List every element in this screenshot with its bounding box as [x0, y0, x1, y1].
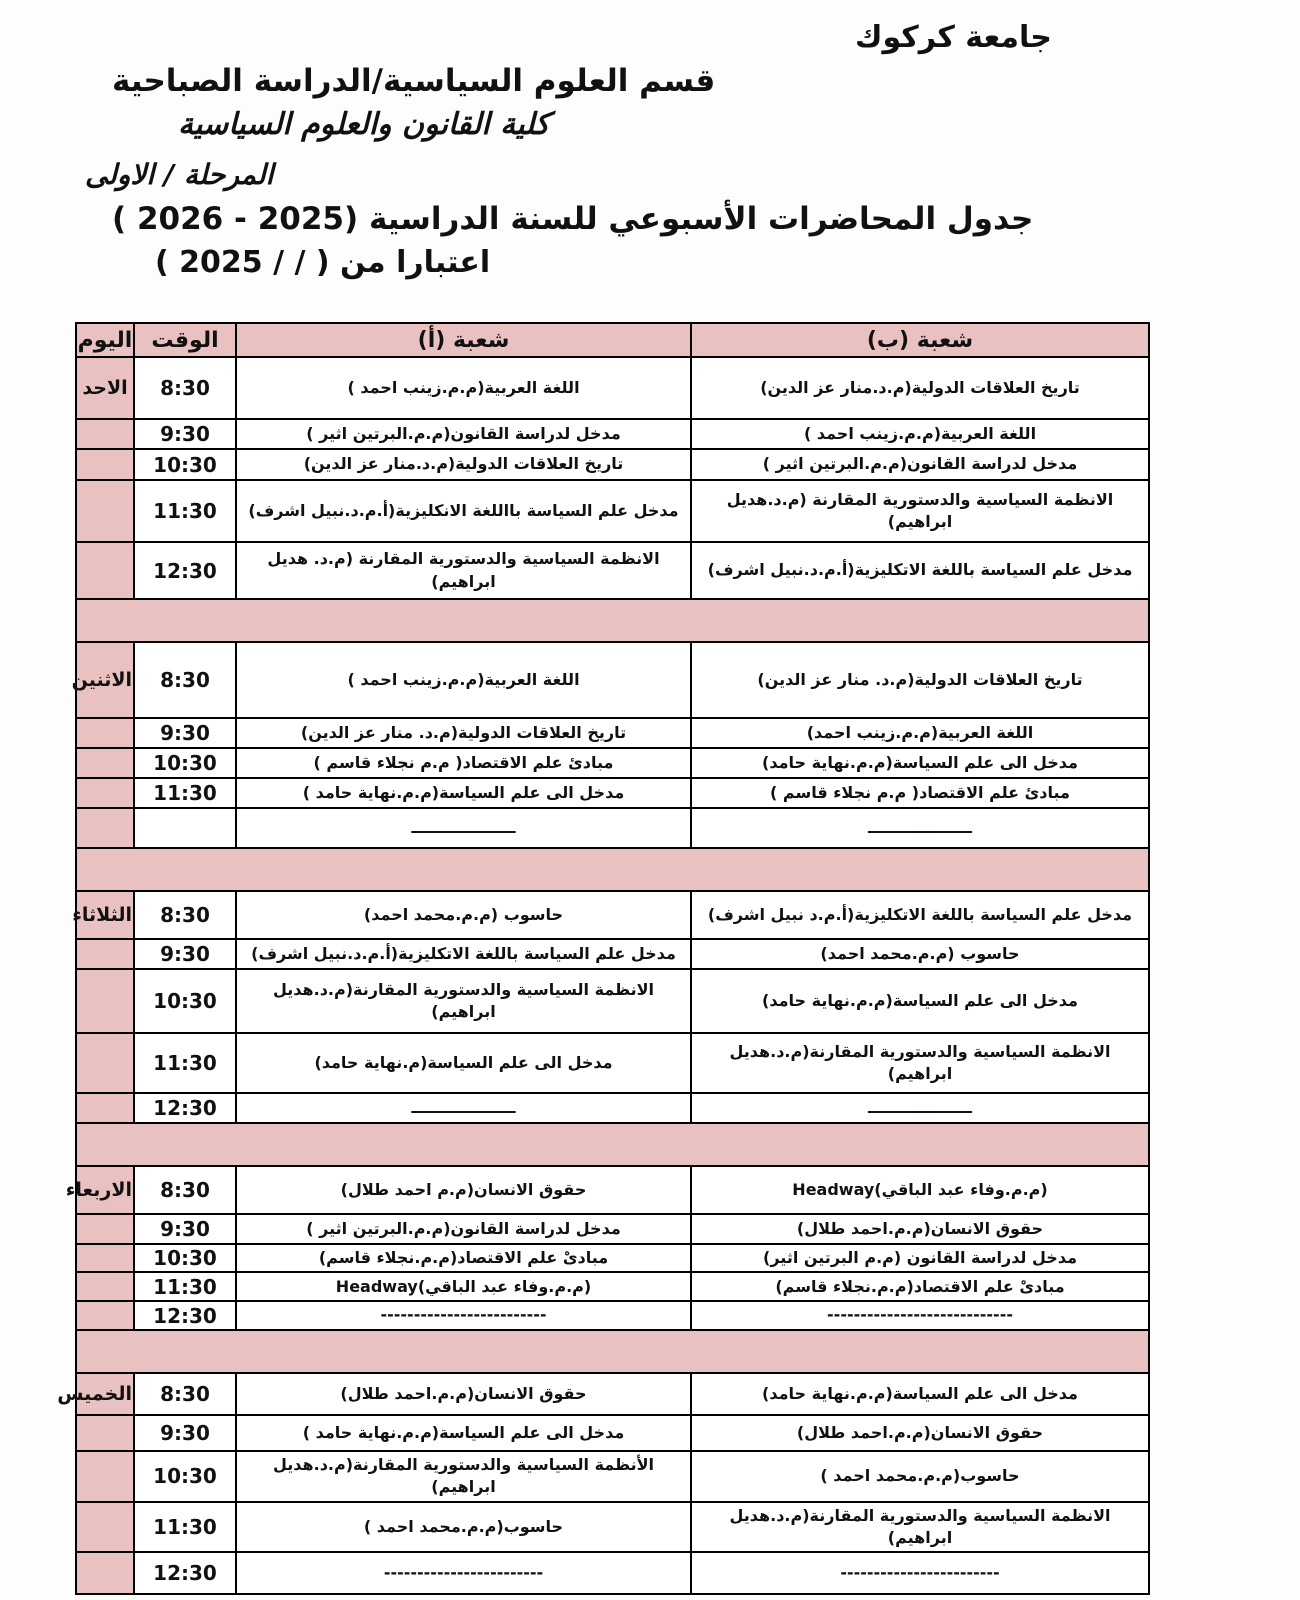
- day-cell-empty: [76, 1244, 134, 1272]
- table-row: [76, 1244, 1149, 1272]
- section-a-cell: حاسوب(م.م.محمد احمد ): [236, 1502, 691, 1553]
- section-a-cell: مدخل علم السياسة بااللغة الانكليزية(أ.م.د.نبيل اشرف): [236, 480, 691, 542]
- table-row: [76, 642, 1149, 718]
- schedule-table: [57, 322, 1150, 1595]
- table-row: [76, 1033, 1149, 1093]
- time-cell: 10:30: [134, 969, 236, 1033]
- table-row: [76, 891, 1149, 939]
- time-cell: 11:30: [134, 778, 236, 808]
- time-cell: 9:30: [134, 1415, 236, 1451]
- table-row: [76, 357, 1149, 419]
- section-b-cell: تاريخ العلاقات الدولية(م.د. منار عز الدين): [691, 642, 1149, 718]
- section-a-cell: مدخل لدراسة القانون(م.م.البرتين اثير ): [236, 419, 691, 449]
- section-b-cell: مدخل لدراسة القانون(م.م.البرتين اثير ): [691, 449, 1149, 480]
- section-a-cell: تاريخ العلاقات الدولية(م.د. منار عز الدين): [236, 718, 691, 748]
- stage-line: المرحلة / الاولى: [85, 158, 274, 191]
- section-b-cell: Headway(م.م.وفاء عبد الباقي): [691, 1166, 1149, 1214]
- time-cell: 11:30: [134, 1033, 236, 1093]
- section-b-cell: الانظمة السياسية والدستورية المقارنة(م.د.هديل ابراهيم): [691, 1033, 1149, 1093]
- section-a-cell: مدخل لدراسة القانون(م.م.البرتين اثير ): [236, 1214, 691, 1244]
- section-b-cell: ----------------------------: [691, 1301, 1149, 1329]
- table-row: [76, 1272, 1149, 1301]
- section-a-cell: اللغة العربية(م.م.زينب احمد ): [236, 642, 691, 718]
- time-cell: 9:30: [134, 718, 236, 748]
- section-a-cell: ------------------------: [236, 1552, 691, 1594]
- time-cell: 10:30: [134, 1244, 236, 1272]
- time-cell: 8:30: [134, 642, 236, 718]
- time-cell: 8:30: [134, 891, 236, 939]
- day-separator-row: [76, 1330, 1149, 1373]
- table-row: [76, 1415, 1149, 1451]
- day-separator-row: [76, 848, 1149, 891]
- day-separator-band: [76, 1330, 1149, 1373]
- time-cell: 12:30: [134, 1552, 236, 1594]
- section-b-cell: حاسوب(م.م.محمد احمد ): [691, 1451, 1149, 1502]
- table-row: [76, 1166, 1149, 1214]
- time-cell: 8:30: [134, 1373, 236, 1415]
- day-cell-empty: [76, 1272, 134, 1301]
- table-row: [76, 969, 1149, 1033]
- section-a-cell: -------------------------: [236, 1301, 691, 1329]
- section-b-cell: حاسوب (م.م.محمد احمد): [691, 939, 1149, 969]
- section-b-cell: الانظمة السياسية والدستورية المقارنة(م.د.هديل ابراهيم): [691, 1502, 1149, 1553]
- day-cell-empty: [76, 718, 134, 748]
- schedule-title: جدول المحاضرات الأسبوعي للسنة الدراسية (2025 - 2026 ): [112, 201, 1034, 237]
- day-cell: الاحد: [76, 357, 134, 419]
- time-cell: 12:30: [134, 1093, 236, 1123]
- table-row: [76, 1214, 1149, 1244]
- table-header-row: [76, 323, 1149, 357]
- day-cell-empty: [76, 419, 134, 449]
- effective-date-line: اعتبارا من ( / / 2025 ): [155, 245, 491, 280]
- section-b-cell: تاريخ العلاقات الدولية(م.د.منار عز الدين): [691, 357, 1149, 419]
- time-cell: 10:30: [134, 449, 236, 480]
- table-row: [76, 542, 1149, 599]
- section-a-cell: الانظمة السياسية والدستورية المقارنة(م.د.هديل ابراهيم): [236, 969, 691, 1033]
- table-row: [76, 419, 1149, 449]
- section-a-cell: الأنظمة السياسية والدستورية المقارنة(م.د.هديل ابراهيم): [236, 1451, 691, 1502]
- day-separator-band: [76, 1123, 1149, 1166]
- table-row: [76, 778, 1149, 808]
- day-cell-empty: [76, 1033, 134, 1093]
- time-cell: 11:30: [134, 480, 236, 542]
- day-cell: الثلاثاء: [76, 891, 134, 939]
- section-b-cell: ------------------------: [691, 1552, 1149, 1594]
- day-cell: الاربعاء: [76, 1166, 134, 1214]
- table-row: [76, 1301, 1149, 1329]
- table-row: [76, 808, 1149, 848]
- table-row: [76, 718, 1149, 748]
- time-cell: 11:30: [134, 1502, 236, 1553]
- section-b-cell: مدخل الى علم السياسة(م.م.نهاية حامد): [691, 969, 1149, 1033]
- day-cell-empty: [76, 1552, 134, 1594]
- section-b-cell: مدخل علم السياسة باللغة الاتكليزية(أ.م.د.نبيل اشرف): [691, 542, 1149, 599]
- university-name: جامعة كركوك: [855, 20, 1052, 55]
- section-a-column-header: شعبة (أ): [236, 323, 691, 357]
- section-a-cell: الانظمة السياسية والدستورية المقارنة (م.د. هديل ابراهيم): [236, 542, 691, 599]
- section-b-cell: مدخل علم السياسة باللغة الاتكليزية(أ.م.د نبيل اشرف): [691, 891, 1149, 939]
- time-cell: 8:30: [134, 1166, 236, 1214]
- section-b-cell: مدخل الى علم السياسة(م.م.نهاية حامد): [691, 1373, 1149, 1415]
- day-cell-empty: [76, 1502, 134, 1553]
- time-column-header: الوقت: [134, 323, 236, 357]
- table-row: [76, 480, 1149, 542]
- section-a-cell: حاسوب (م.م.محمد احمد): [236, 891, 691, 939]
- section-a-cell: تاريخ العلاقات الدولية(م.د.منار عز الدين): [236, 449, 691, 480]
- section-a-cell: مدخل الى علم السياسة(م.نهاية حامد): [236, 1033, 691, 1093]
- time-cell: 12:30: [134, 1301, 236, 1329]
- day-cell: الخميس: [76, 1373, 134, 1415]
- section-a-cell: اللغة العربية(م.م.زينب احمد ): [236, 357, 691, 419]
- section-b-cell: مدخل لدراسة القانون (م.م البرتين اثير): [691, 1244, 1149, 1272]
- time-cell: 11:30: [134, 1272, 236, 1301]
- day-cell-empty: [76, 1214, 134, 1244]
- section-b-cell: حقوق الانسان(م.م.احمد طلال): [691, 1214, 1149, 1244]
- section-b-cell: اللغة العربية(م.م.زينب احمد): [691, 718, 1149, 748]
- table-row: [76, 1552, 1149, 1594]
- day-column-header: اليوم: [76, 323, 134, 357]
- section-b-cell: ـــــــــــــــــــ: [691, 808, 1149, 848]
- table-row: [76, 1451, 1149, 1502]
- day-cell-empty: [76, 542, 134, 599]
- time-cell: [134, 808, 236, 848]
- section-a-cell: حقوق الانسان(م.م.احمد طلال): [236, 1373, 691, 1415]
- section-b-cell: الانظمة السياسية والدستورية المقارنة (م.د.هديل ابراهيم): [691, 480, 1149, 542]
- day-cell-empty: [76, 449, 134, 480]
- day-cell-empty: [76, 1451, 134, 1502]
- day-cell-empty: [76, 808, 134, 848]
- table-row: [76, 449, 1149, 480]
- section-a-cell: مبادئ علم الاقتصاد( م.م نجلاء قاسم ): [236, 748, 691, 778]
- time-cell: 12:30: [134, 542, 236, 599]
- section-b-column-header: شعبة (ب): [691, 323, 1149, 357]
- section-b-cell: حقوق الانسان(م.م.احمد طلال): [691, 1415, 1149, 1451]
- day-cell-empty: [76, 1301, 134, 1329]
- table-row: [76, 1502, 1149, 1553]
- section-b-cell: اللغة العربية(م.م.زينب احمد ): [691, 419, 1149, 449]
- section-a-cell: ـــــــــــــــــــ: [236, 808, 691, 848]
- day-separator-band: [76, 599, 1149, 642]
- section-a-cell: حقوق الانسان(م.م احمد طلال): [236, 1166, 691, 1214]
- section-a-cell: (م.م.وفاء عبد الباقي)Headway: [236, 1272, 691, 1301]
- day-cell-empty: [76, 969, 134, 1033]
- day-separator-band: [76, 848, 1149, 891]
- table-row: [76, 748, 1149, 778]
- section-a-cell: مدخل علم السياسة باللغة الاتكليزية(أ.م.د.نبيل اشرف): [236, 939, 691, 969]
- day-cell: الاثنين: [76, 642, 134, 718]
- department-line: قسم العلوم السياسية/الدراسة الصباحية: [112, 63, 716, 99]
- section-a-cell: مدخل الى علم السياسة(م.م.نهاية حامد ): [236, 778, 691, 808]
- day-cell-empty: [76, 939, 134, 969]
- document-header: [0, 0, 1300, 280]
- time-cell: 8:30: [134, 357, 236, 419]
- time-cell: 10:30: [134, 748, 236, 778]
- table-row: [76, 1373, 1149, 1415]
- section-a-cell: مدخل الى علم السياسة(م.م.نهاية حامد ): [236, 1415, 691, 1451]
- time-cell: 9:30: [134, 419, 236, 449]
- section-a-cell: مبادىْ علم الاقتصاد(م.م.نجلاء قاسم): [236, 1244, 691, 1272]
- section-a-cell: ـــــــــــــــــــ: [236, 1093, 691, 1123]
- table-row: [76, 939, 1149, 969]
- day-cell-empty: [76, 1093, 134, 1123]
- day-separator-row: [76, 1123, 1149, 1166]
- table-row: [76, 1093, 1149, 1123]
- college-name: كلية القانون والعلوم السياسية: [178, 107, 550, 142]
- time-cell: 9:30: [134, 1214, 236, 1244]
- time-cell: 9:30: [134, 939, 236, 969]
- time-cell: 10:30: [134, 1451, 236, 1502]
- section-b-cell: ـــــــــــــــــــ: [691, 1093, 1149, 1123]
- day-cell-empty: [76, 748, 134, 778]
- section-b-cell: مدخل الى علم السياسة(م.م.نهاية حامد): [691, 748, 1149, 778]
- day-cell-empty: [76, 480, 134, 542]
- section-b-cell: مبادىْ علم الاقتصاد(م.م.نجلاء قاسم): [691, 1272, 1149, 1301]
- section-b-cell: مبادئ علم الاقتصاد( م.م نجلاء قاسم ): [691, 778, 1149, 808]
- day-cell-empty: [76, 1415, 134, 1451]
- day-separator-row: [76, 599, 1149, 642]
- day-cell-empty: [76, 778, 134, 808]
